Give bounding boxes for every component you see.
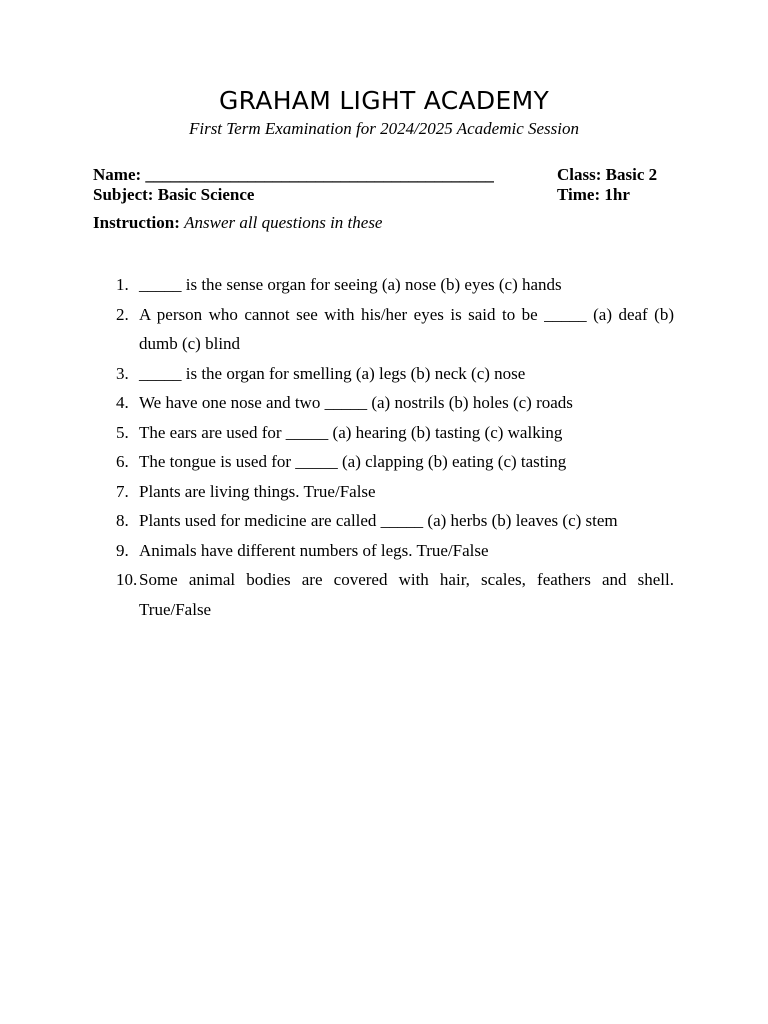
question-item: [0, 418, 768, 448]
question-text: Plants used for medicine are called _____ (a) herbs (b) leaves (c) stem: [139, 511, 618, 530]
question-item: [0, 270, 768, 300]
question-text: Animals have different numbers of legs. True/False: [139, 540, 489, 560]
question-text: Some animal bodies are covered with hair, scales, feathers and shell. True/False: [139, 570, 674, 619]
question-text: A person who cannot see with his/her eyes is said to be _____ (a) deaf (b) dumb (c) blind: [139, 304, 674, 353]
question-item: [0, 388, 768, 418]
question-number: 6.: [116, 452, 129, 471]
question-number: 3.: [116, 363, 129, 383]
question-number: 1.: [116, 275, 129, 294]
exam-title: First Term Examination for 2024/2025 Academic Session: [188, 119, 580, 138]
instruction-label: Instruction:: [93, 213, 180, 232]
subject-info: Subject: Basic Science: [93, 185, 255, 204]
question-text: We have one nose and two _____ (a) nostrils (b) holes (c) roads: [139, 393, 573, 412]
school-name: GRAHAM LIGHT ACADEMY: [218, 86, 550, 115]
question-number: 10.: [116, 570, 138, 589]
question-item: [0, 477, 768, 507]
question-item: [0, 300, 768, 359]
question-text: _____ is the sense organ for seeing (a) nose (b) eyes (c) hands: [139, 275, 562, 294]
time-info: Time: 1hr: [557, 185, 630, 204]
question-item: [0, 565, 768, 624]
question-text: The ears are used for _____ (a) hearing (b) tasting (c) walking: [139, 422, 563, 442]
question-number: 2.: [116, 304, 129, 324]
question-item: [0, 359, 768, 389]
question-text: The tongue is used for _____ (a) clapping (b) eating (c) tasting: [139, 452, 567, 471]
instruction-text: Answer all questions in these: [184, 213, 383, 232]
instruction: [93, 213, 382, 233]
question-text: Plants are living things. True/False: [139, 481, 376, 501]
question-number: 8.: [116, 511, 129, 530]
question-item: [0, 506, 768, 536]
question-item: [0, 447, 768, 477]
question-item: [0, 536, 768, 566]
name-label: Name:: [93, 165, 142, 184]
question-number: 7.: [116, 481, 129, 501]
name-field: [93, 165, 494, 185]
question-number: 4.: [116, 393, 129, 412]
class-info: Class: Basic 2: [557, 165, 658, 184]
question-list: [0, 270, 768, 624]
question-number: 9.: [116, 540, 129, 560]
question-text: _____ is the organ for smelling (a) legs (b) neck (c) nose: [139, 363, 526, 383]
name-blank: _________________________________________: [145, 165, 494, 184]
question-number: 5.: [116, 422, 129, 442]
